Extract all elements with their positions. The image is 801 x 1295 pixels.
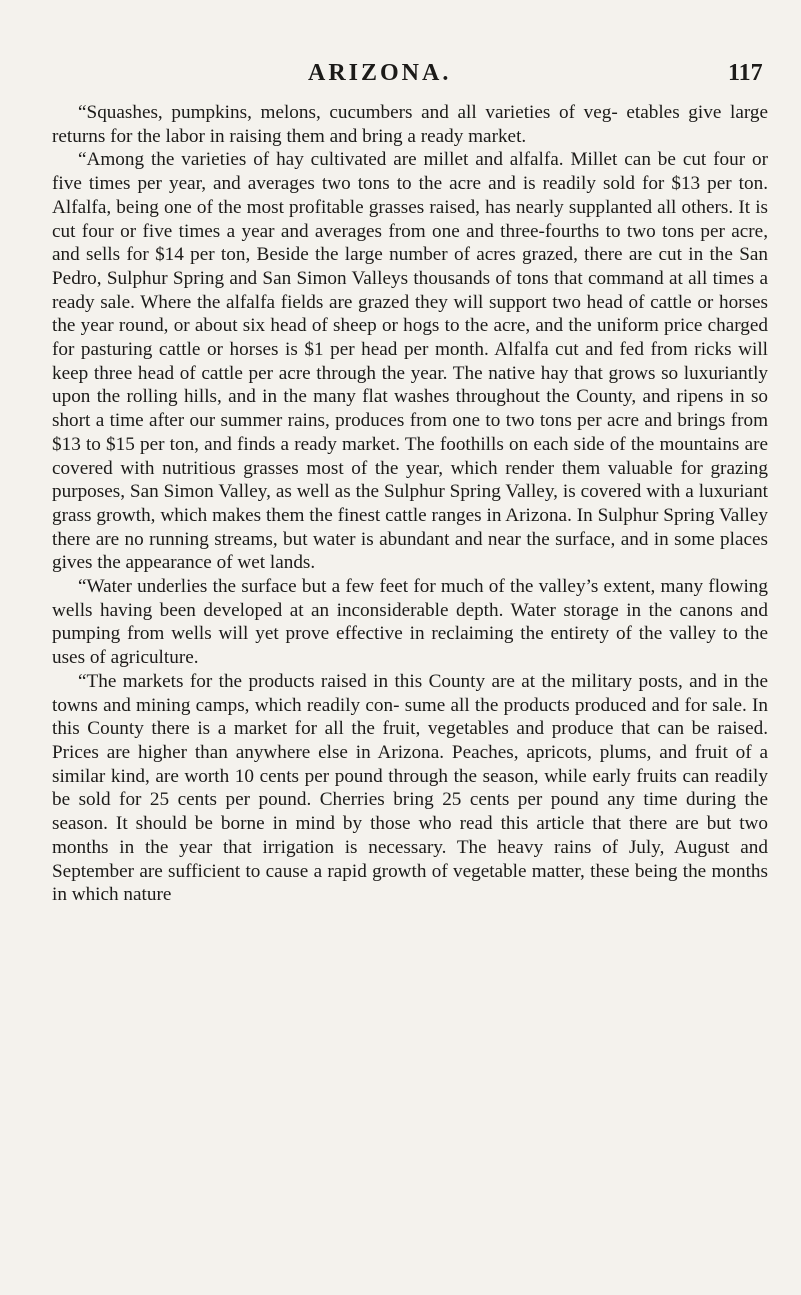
paragraph-markets: “The markets for the products raised in this County are at the military posts, and in the towns and mining camps, which readily con- sume all the products produced and for sale. In this County there is a market for all the fruit, vegetables and produce that can be raised. Prices are higher than anywhere else in Arizona. Peaches, apricots, plums, and fruit of a similar kind, are worth 10 cents per pound through the season, while early fruits can readily be sold for 25 cents per pound. Cherries bring 25 cents per pound any time during the season. It should be borne in mind by those who read this article that there are but two months in the year that irrigation is necessary. The heavy rains of July, August and September are sufficient to cause a rapid growth of vegetable matter, these being the months in which nature — [52, 670, 768, 906]
paragraph-squashes: “Squashes, pumpkins, melons, cucumbers and all varieties of veg- etables give large returns for the labor in raising them and bring a ready market. — [52, 102, 768, 147]
paragraph-water: “Water underlies the surface but a few feet for much of the valley’s extent, many flowing wells having been developed at an inconsiderable depth. Water storage in the canons and pumping from wells will yet prove effective in reclaiming the entirety of the valley to the uses of agriculture. — [52, 576, 768, 669]
running-head — [0, 60, 801, 100]
running-head-title: ARIZONA. — [308, 60, 452, 86]
paragraph-hay: “Among the varieties of hay cultivated are millet and alfalfa. Millet can be cut four or five times per year, and averages two tons to the acre and is readily sold for $13 per ton. Alfalfa, being one of the most profitable grasses raised, has nearly supplanted all others. It is cut four or five times a year and averages from one and three-fourths to two tons per acre, and sells for $14 per ton, Beside the large number of acres grazed, there are cut in the San Pedro, Sulphur Spring and San Simon Valleys thousands of tons that command at all times a ready sale. Where the alfalfa fields are grazed they will support two head of cattle or horses the year round, or about six head of sheep or hogs to the acre, and the uniform price charged for pasturing cattle or horses is $1 per head per month. Alfalfa cut and fed from ricks will keep three head of cattle per acre through the year. The native hay that grows so luxuriantly upon the rolling hills, and in the many flat washes throughout the County, and ripens in so short a time after our summer rains, produces from one to two tons per acre and brings from $13 to $15 per ton, and finds a ready market. The foothills on each side of the mountains are covered with nutritious grasses most of the year, which render them valuable for grazing purposes, San Simon Valley, as well as the Sulphur Spring Valley, is covered with a luxuriant grass growth, which makes them the finest cattle ranges in Arizona. In Sulphur Spring Valley there are no running streams, but water is abundant and near the surface, and in some places gives the appearance of wet lands. — [52, 149, 768, 574]
body-text — [52, 101, 768, 907]
page-number: 117 — [728, 60, 763, 86]
